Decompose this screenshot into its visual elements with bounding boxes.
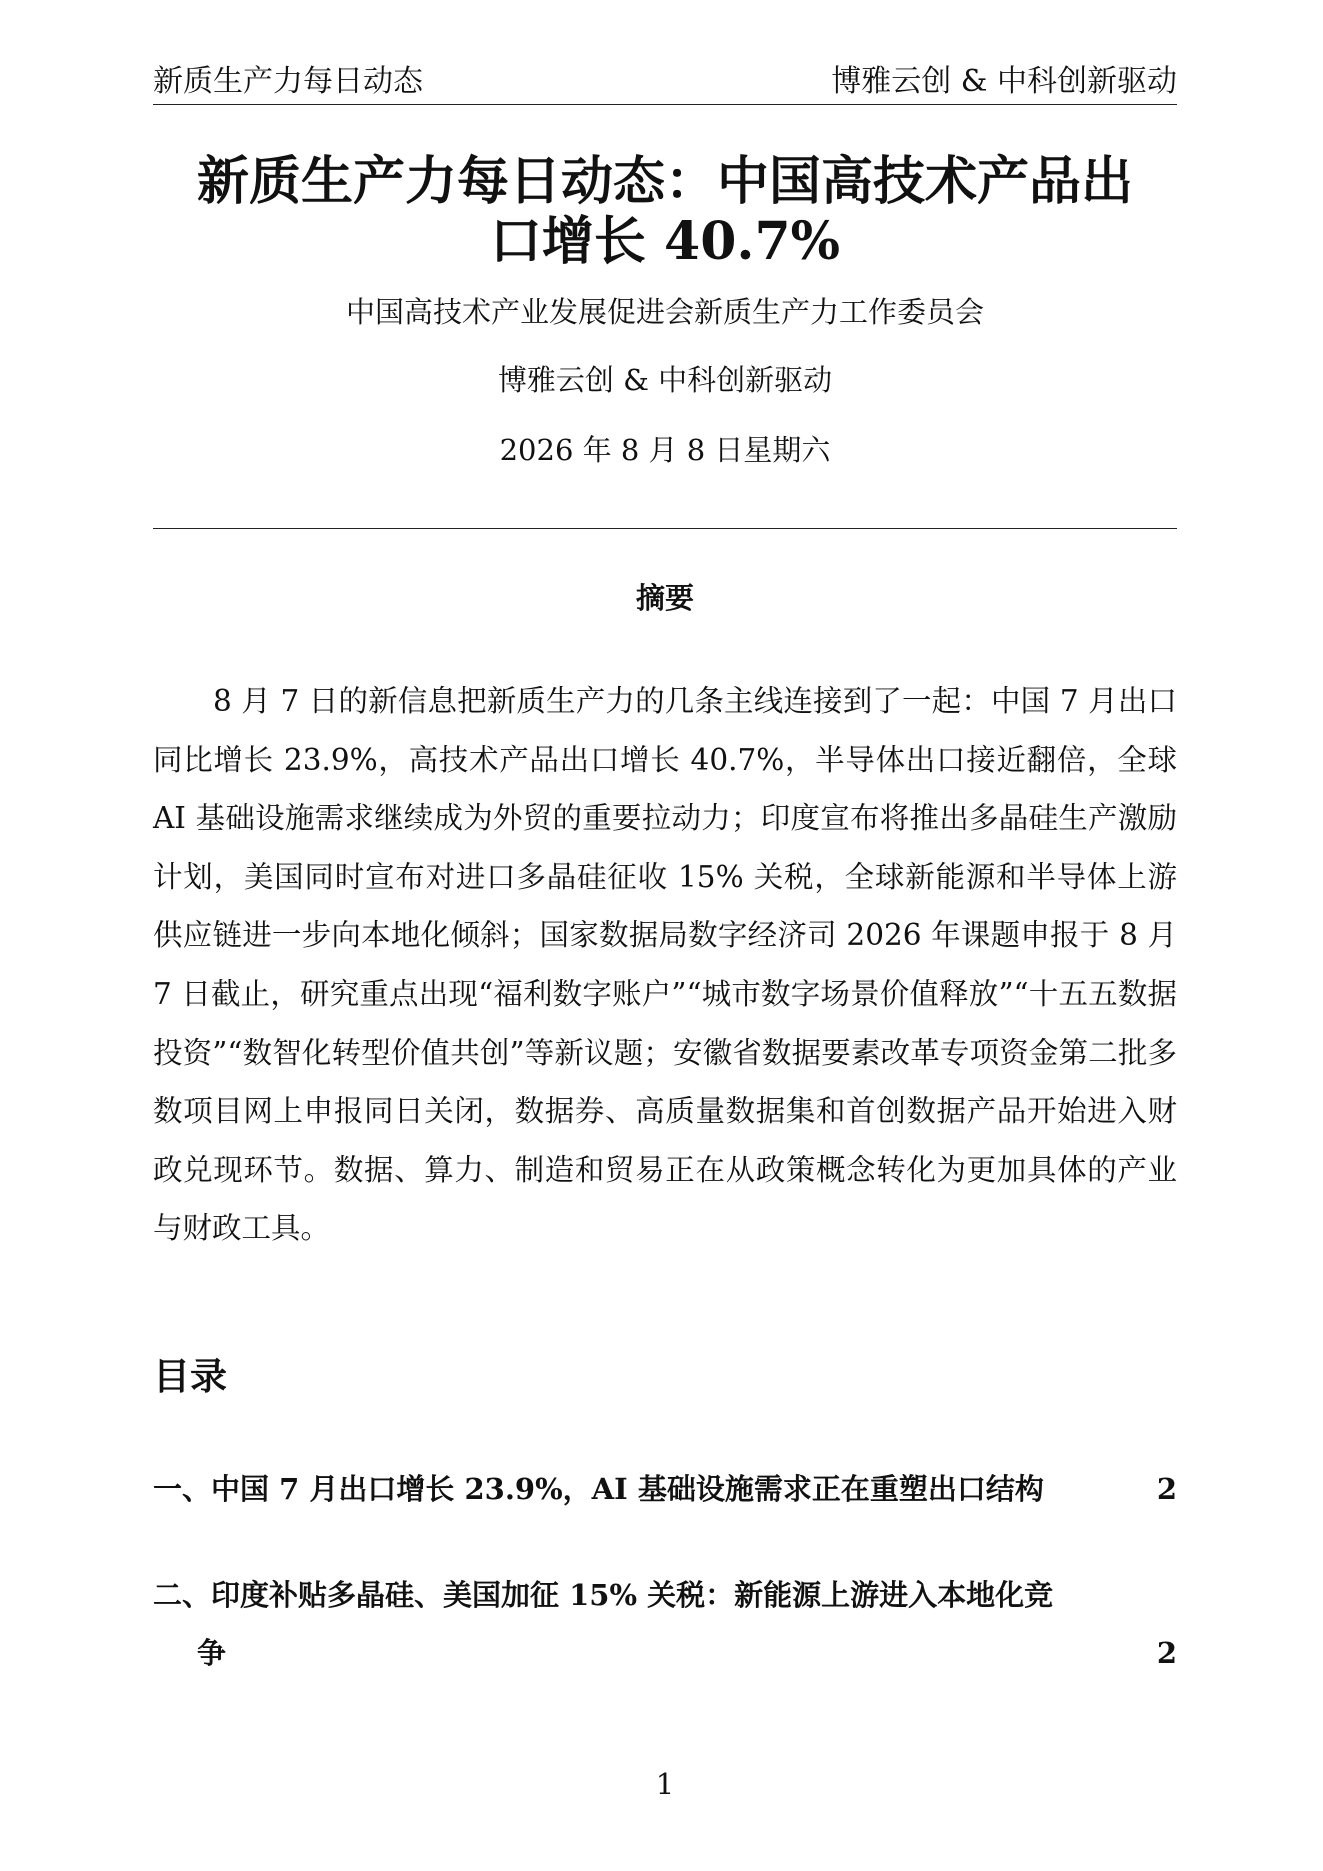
running-header [153,58,1177,105]
toc-entry-2-title [153,1566,1133,1682]
header-left-title: 新质生产力每日动态 [153,64,423,99]
toc-entry-1-title: 一、中国 7 月出口增长 23.9%，AI 基础设施需求正在重塑出口结构 [153,1472,1044,1506]
abstract-body: 8 月 7 日的新信息把新质生产力的几条主线连接到了一起：中国 7 月出口同比增长 23.9%，高技术产品出口增长 40.7%，半导体出口接近翻倍，全球 AI 基础设施需求继续成为外贸的重要拉动力；印度宣布将推出多晶硅生产激励计划，美国同时宣布对进口多晶硅征收 15% 关税，全球新能源和半导体上游供应链进一步向本地化倾斜；国家数据局数字经济司 2026 年课题申报于 8 月 7 日截止，研究重点出现“福利数字账户”“城市数字场景价值释放”“十五五数据投资”“数智化转型价值共创”等新议题；安徽省数据要素改革专项资金第二批多数项目网上申报同日关闭，数据券、高质量数据集和首创数据产品开始进入财政兑现环节。数据、算力、制造和贸易正在从政策概念转化为更加具体的产业与财政工具。 [153,684,1177,1246]
toc-entry-2[interactable] [153,1566,1177,1682]
toc-entry-2-title-line-2: 争 [197,1636,227,1670]
title-line-1: 新质生产力每日动态：中国高技术产品出 [196,151,1133,212]
toc-entry-1-page: 2 [1156,1472,1177,1506]
document-title [153,152,1177,272]
title-line-2: 口增长 40.7% [489,211,841,272]
byline-organization: 中国高技术产业发展促进会新质生产力工作委员会 [345,295,984,329]
page-number: 1 [655,1767,675,1801]
title-divider [153,528,1177,529]
header-right-authors: 博雅云创 & 中科创新驱动 [831,64,1177,99]
toc-entry-2-page: 2 [1156,1636,1177,1670]
toc-entry-1[interactable] [153,1460,1177,1518]
toc-entry-2-title-line-1: 二、印度补贴多晶硅、美国加征 15% 关税：新能源上游进入本地化竞 [153,1578,1054,1612]
byline-date: 2026 年 8 月 8 日星期六 [499,433,831,467]
abstract-heading: 摘要 [635,581,694,615]
toc-heading: 目录 [153,1354,227,1398]
byline-authors: 博雅云创 & 中科创新驱动 [497,363,833,397]
